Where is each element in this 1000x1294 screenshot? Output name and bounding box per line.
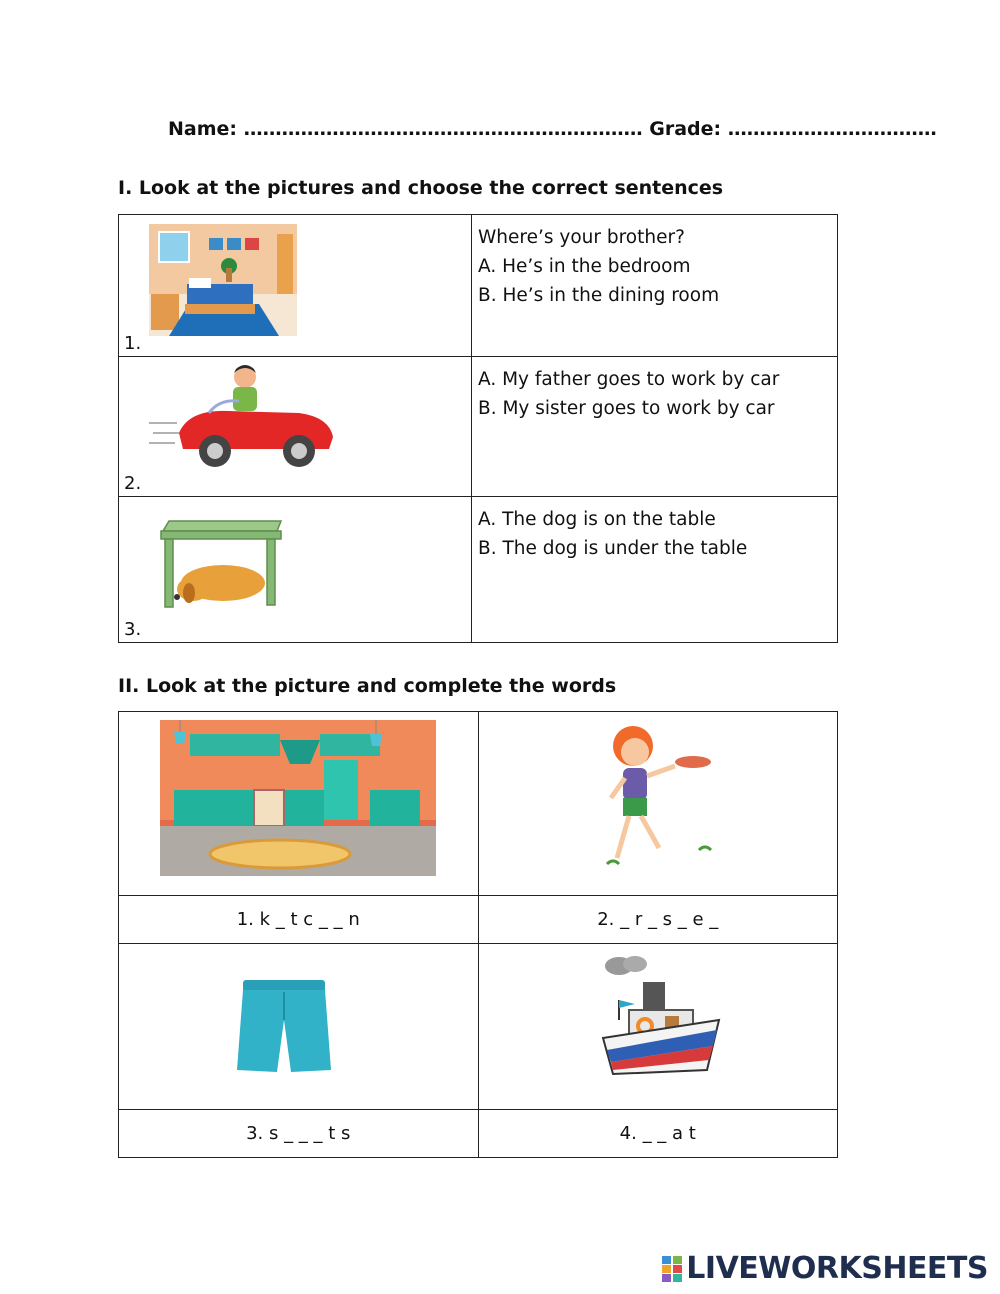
sentence-cell-2 (472, 357, 838, 497)
logo-text: LIVEWORKSHEETS (686, 1251, 988, 1286)
picture-cell-1 (119, 215, 472, 357)
item-number: 3. (124, 619, 142, 640)
sentence-cell-1 (472, 215, 838, 357)
picture-cell-boat (478, 944, 838, 1110)
picture-cell-2 (119, 357, 472, 497)
picture-cell-kitchen (119, 712, 479, 896)
section-2-title: II. Look at the picture and complete the words (118, 675, 617, 697)
word-label-4: 4. _ _ a t (478, 1110, 838, 1158)
option-b[interactable]: B. My sister goes to work by car (478, 398, 775, 419)
man-driving-car-icon (149, 363, 339, 473)
boat-icon (599, 954, 723, 1080)
option-a[interactable]: A. My father goes to work by car (478, 369, 780, 390)
kitchen-icon (160, 720, 436, 876)
shorts-icon (235, 980, 333, 1076)
boy-frisbee-icon (589, 718, 729, 878)
option-b[interactable]: B. The dog is under the table (478, 538, 748, 559)
word-label-1: 1. k _ t c _ _ n (119, 896, 479, 944)
picture-cell-frisbee (478, 712, 838, 896)
word-completion-table (118, 711, 838, 1158)
option-a[interactable]: A. The dog is on the table (478, 509, 716, 530)
picture-cell-shorts (119, 944, 479, 1110)
bedroom-icon (149, 224, 297, 336)
item-number: 1. (124, 333, 142, 354)
option-b[interactable]: B. He’s in the dining room (478, 285, 720, 306)
picture-cell-3 (119, 497, 472, 643)
section-1-title: I. Look at the pictures and choose the correct sentences (118, 177, 724, 199)
question-text: Where’s your brother? (478, 227, 685, 248)
word-label-3: 3. s _ _ _ t s (119, 1110, 479, 1158)
word-label-2: 2. _ r _ s _ e _ (478, 896, 838, 944)
sentence-cell-3 (472, 497, 838, 643)
name-grade-line: Name: ……………………………………………………… Grade: …………………………… (168, 118, 937, 140)
sentence-choice-table (118, 214, 838, 643)
dog-under-table-icon (159, 517, 285, 609)
item-number: 2. (124, 473, 142, 494)
logo-mark-icon (662, 1256, 682, 1282)
liveworksheets-logo (662, 1251, 988, 1286)
option-a[interactable]: A. He’s in the bedroom (478, 256, 691, 277)
